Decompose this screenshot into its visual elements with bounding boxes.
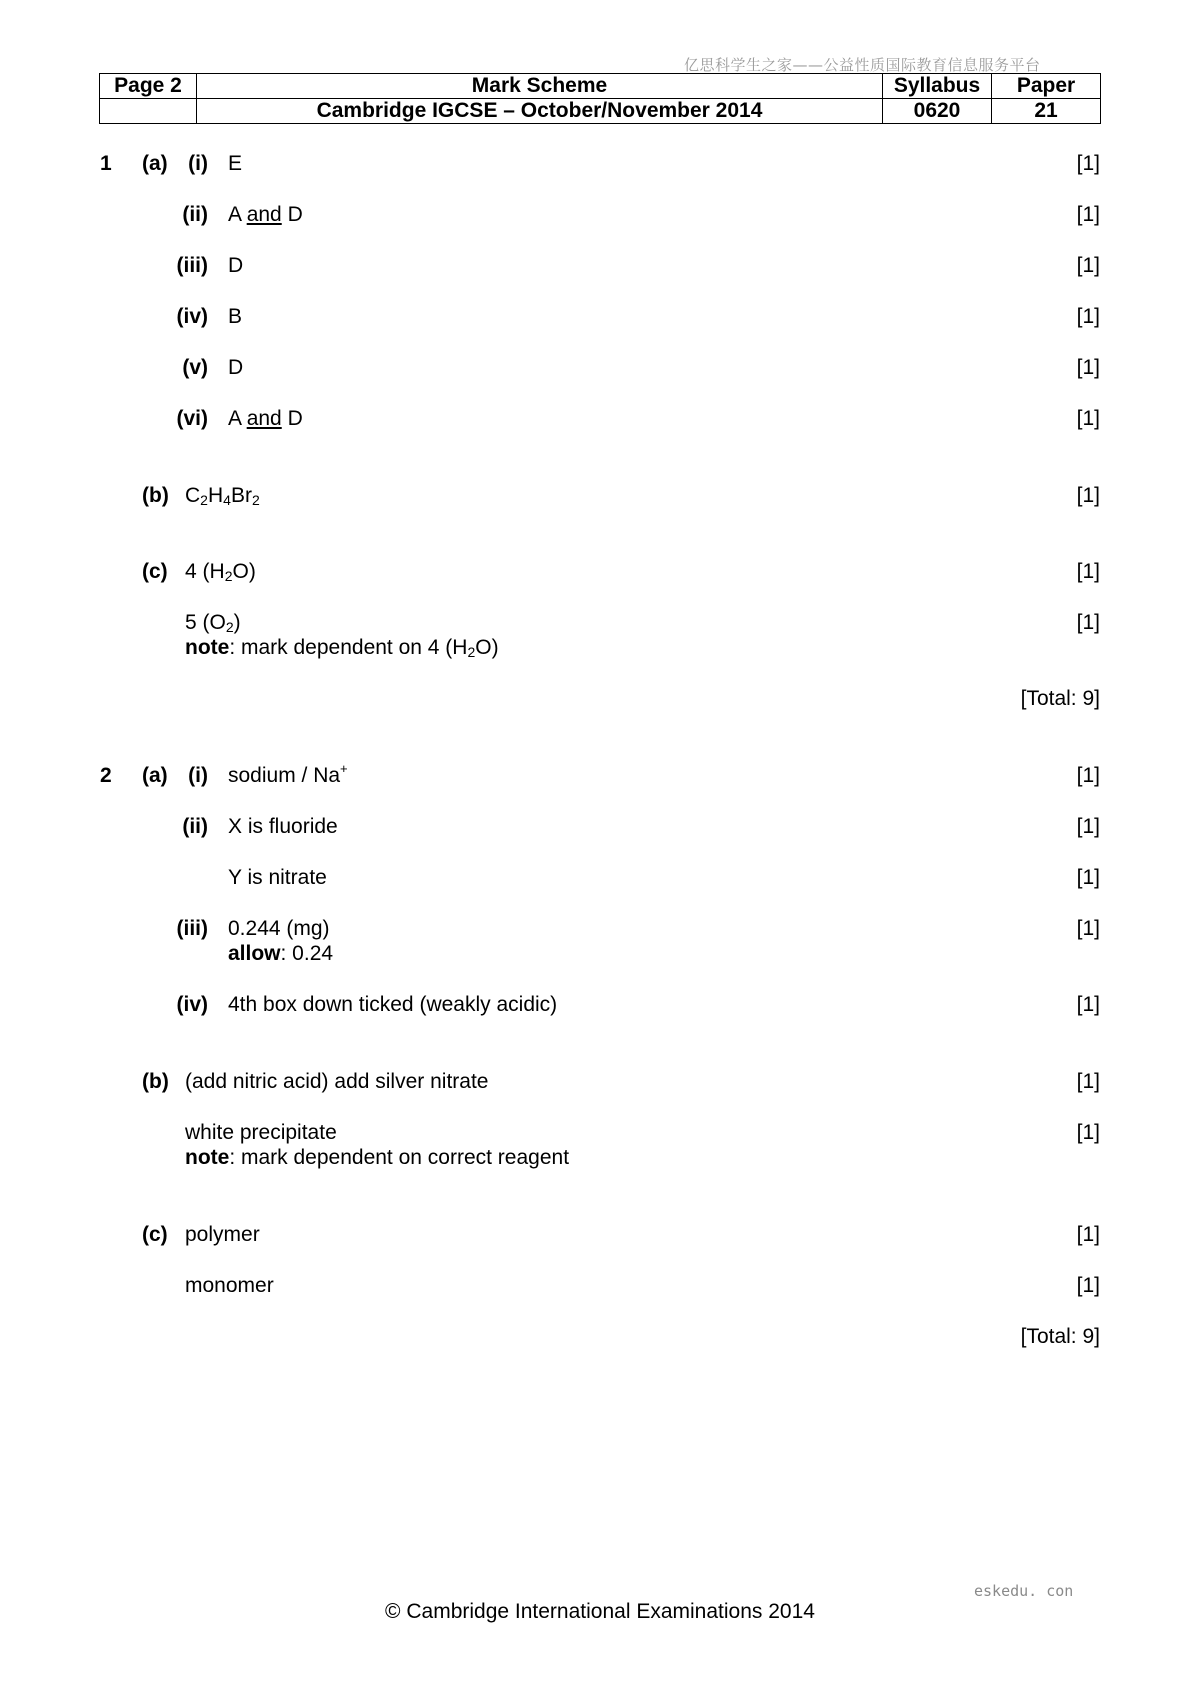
q2-b-answer-reagent: (add nitric acid) add silver nitrate: [185, 1070, 489, 1093]
mark: [1]: [1076, 866, 1100, 889]
mark: [1]: [1076, 611, 1100, 634]
mark: [1]: [1076, 1070, 1100, 1093]
mark: [1]: [1076, 305, 1100, 328]
syllabus-code: 0620: [883, 99, 992, 124]
q1-c-note: note: mark dependent on 4 $(H_2O)$: [185, 636, 499, 660]
q1-a-i-answer: E: [228, 152, 243, 175]
mark: [1]: [1076, 1274, 1100, 1297]
q1-a-iii-label: (iii): [176, 254, 208, 277]
q1-part-c-label: (c): [142, 560, 168, 583]
paper-label: Paper: [992, 74, 1101, 99]
mark: [1]: [1076, 203, 1100, 226]
q2-a-iii-answer: 0.244 (mg): [228, 917, 330, 940]
q2-a-ii-answer-x: X is fluoride: [228, 815, 338, 838]
q2-part-c-label: (c): [142, 1223, 168, 1246]
q2-b-note: note: mark dependent on correct reagent: [185, 1146, 570, 1169]
mark: [1]: [1076, 560, 1100, 583]
q2-c-answer-monomer: monomer: [185, 1274, 274, 1297]
q1-a-vi-label: (vi): [176, 407, 208, 430]
mark: [1]: [1076, 254, 1100, 277]
q1-part-b-label: (b): [142, 484, 169, 507]
paper-code: 21: [992, 99, 1101, 124]
document-subtitle: Cambridge IGCSE – October/November 2014: [197, 99, 883, 124]
q1-a-v-label: (v): [182, 356, 208, 379]
q2-a-iv-answer: 4th box down ticked (weakly acidic): [228, 993, 558, 1016]
q1-total: [Total: 9]: [1020, 687, 1100, 710]
mark: [1]: [1076, 152, 1100, 175]
q1-c-answer-oxygen: 5 $(O_2)$: [185, 611, 241, 635]
mark: [1]: [1076, 1223, 1100, 1246]
copyright-footer: © Cambridge International Examinations 2014: [385, 1600, 815, 1623]
syllabus-label: Syllabus: [883, 74, 992, 99]
q1-a-vi-answer: A and D: [228, 407, 303, 430]
watermark-top: 亿思科学生之家——公益性质国际教育信息服务平台: [684, 56, 1041, 74]
q2-part-b-label: (b): [142, 1070, 169, 1093]
mark: [1]: [1076, 764, 1100, 787]
q1-a-ii-label: (ii): [182, 203, 208, 226]
q1-part-a-label: (a): [142, 152, 168, 175]
mark: [1]: [1076, 407, 1100, 430]
q1-a-iv-label: (iv): [176, 305, 208, 328]
mark: [1]: [1076, 356, 1100, 379]
q2-a-iii-allow: allow: 0.24: [228, 942, 334, 965]
q2-a-ii-label: (ii): [182, 815, 208, 838]
header-table: [99, 73, 1101, 124]
q1-b-formula: $C_2H_4Br_2$: [185, 484, 260, 508]
q2-a-ii-answer-y: Y is nitrate: [228, 866, 327, 889]
q1-a-iii-answer: D: [228, 254, 244, 277]
mark: [1]: [1076, 993, 1100, 1016]
q2-b-answer-observation: white precipitate: [185, 1121, 337, 1144]
mark: [1]: [1076, 917, 1100, 940]
q2-c-answer-polymer: polymer: [185, 1223, 260, 1246]
page-number: Page 2: [100, 74, 197, 99]
q1-a-iv-answer: B: [228, 305, 243, 328]
header-blank-cell: [100, 99, 197, 124]
q2-a-iii-label: (iii): [176, 917, 208, 940]
q1-a-ii-answer: A and D: [228, 203, 303, 226]
q2-part-a-label: (a): [142, 764, 168, 787]
q2-total: [Total: 9]: [1020, 1325, 1100, 1348]
mark: [1]: [1076, 1121, 1100, 1144]
question-1-number: 1: [100, 152, 112, 175]
q2-a-i-label: (i): [188, 764, 208, 787]
mark: [1]: [1076, 484, 1100, 507]
q2-a-iv-label: (iv): [176, 993, 208, 1016]
q2-a-i-answer: sodium / Na+: [228, 761, 348, 787]
mark: [1]: [1076, 815, 1100, 838]
q1-c-answer-water: 4 $(H_2O)$: [185, 560, 256, 584]
document-title: Mark Scheme: [197, 74, 883, 99]
q1-a-i-label: (i): [188, 152, 208, 175]
q1-a-v-answer: D: [228, 356, 244, 379]
question-2-number: 2: [100, 764, 112, 787]
watermark-bottom: eskedu. con: [974, 1582, 1074, 1600]
